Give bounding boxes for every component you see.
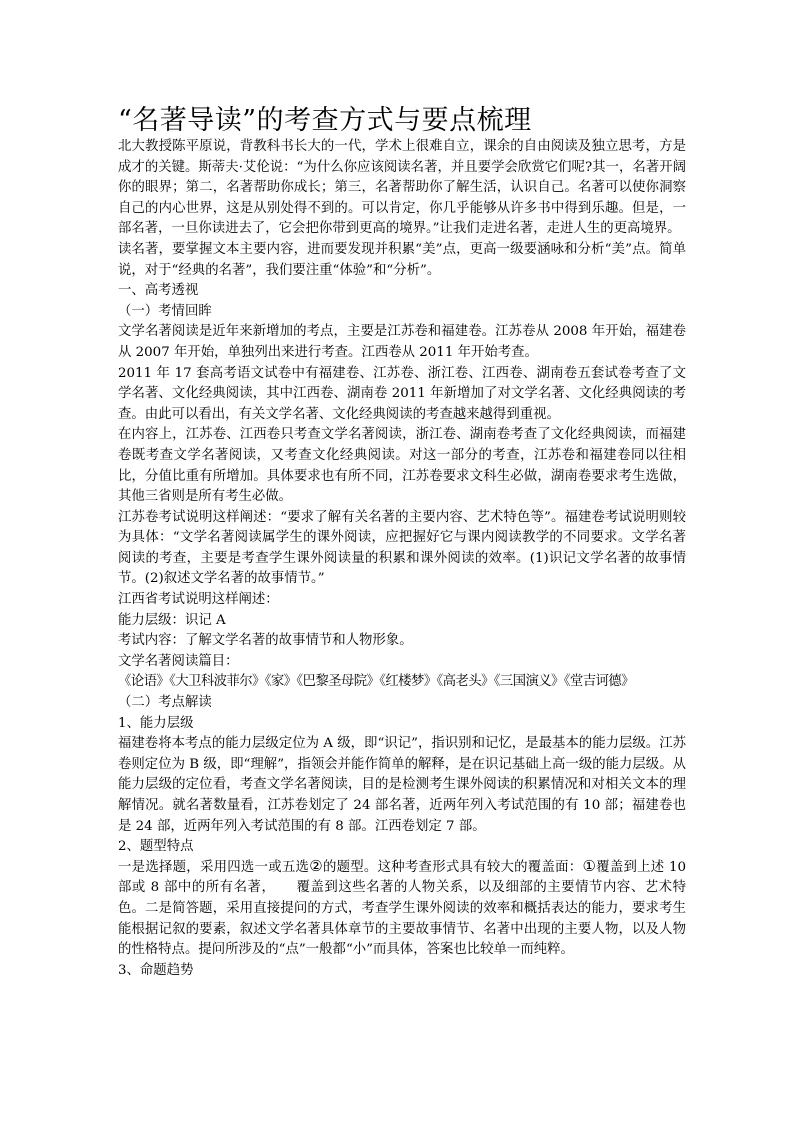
- question-type-text: 覆盖到上述 10 部或 8 部中的所有名著，: [118, 859, 687, 896]
- question-type-text: 的题型。这种考查形式具有较大的覆盖面：: [322, 859, 583, 875]
- section-heading: 一、高考透视: [118, 283, 199, 299]
- reading-paragraph: 读名著，要掌握文本主要内容，进而要发现并积累“美”点，更高一级要涵咏和分析“美”点。简单说，对于“经典的名著”，我们要注重“体验”和“分析”。: [118, 241, 686, 278]
- subsection-heading: （一）考情回眸: [118, 303, 212, 319]
- exam-content-paragraph: 在内容上，江苏卷、江西卷只考查文学名著阅读，浙江卷、湖南卷考查了文化经典阅读，而福建卷既考查文学名著阅读，又考查文化经典阅读。对这一部分的考查，江苏卷和福建卷同以往相比，分值比重有所增加。具体要求也有所不同，江苏卷要求文科生必做，湖南卷要求考生选做，其他三省则是所有考生必做。: [118, 427, 686, 505]
- item-heading: 2、题型特点: [118, 839, 194, 855]
- ability-level-line: 能力层级：识记 A: [118, 612, 226, 628]
- reading-list: 《论语》《大卫科波菲尔》《家》《巴黎圣母院》《红楼梦》《高老头》《三国演义》《堂吉诃德》: [118, 674, 634, 690]
- exam-2011-paragraph: 2011 年 17 套高考语文试卷中有福建卷、江苏卷、浙江卷、江西卷、湖南卷五套试卷考查了文学名著、文化经典阅读，其中江西卷、湖南卷 2011 年新增加了对文学名著、文化经典阅读的考查。由此可以看出，有关文学名著、文化经典阅读的考查越来越得到重视。: [118, 365, 686, 422]
- question-type-paragraph: [118, 858, 686, 961]
- document-body: [118, 137, 686, 981]
- reading-list-label: 文学名著阅读篇目：: [118, 653, 239, 669]
- item-heading: 1、能力层级: [118, 715, 194, 731]
- exam-overview-paragraph: 文学名著阅读是近年来新增加的考点，主要是江苏卷和福建卷。江苏卷从 2008 年开始，福建卷从 2007 年开始，单独列出来进行考查。江西卷从 2011 年开始考查。: [118, 324, 686, 360]
- circled-two-mark: ②: [309, 856, 323, 875]
- subsection-heading: （二）考点解读: [118, 695, 212, 711]
- jiangxi-paragraph: 江西省考试说明这样阐述：: [118, 592, 279, 608]
- circled-one-mark: ①: [582, 856, 596, 875]
- question-type-text: 一是选择题，采用四选一或五选: [118, 859, 310, 875]
- item-heading: 3、命题趋势: [118, 962, 194, 978]
- ability-paragraph: 福建卷将本考点的能力层级定位为 A 级，即“识记”，指识别和记忆，是最基本的能力层级。江苏卷则定位为 B 级，即“理解”，指领会并能作简单的解释，是在识记基础上高一级的能力层级。从能力层级的定位看，考查文学名著阅读，目的是检测考生课外阅读的积累情况和对相关文本的理解情况。就名著数量看，江苏卷划定了 24 部名著，近两年列入考试范围的有 10 部；福建卷也是 24 部，近两年列入考试范围的有 8 部。江西卷划定 7 部。: [118, 736, 686, 834]
- jiangsu-paragraph: 江苏卷考试说明这样阐述：“要求了解有关名著的主要内容、艺术特色等”。福建卷考试说明则较为具体：“文学名著阅读属学生的课外阅读，应把握好它与课内阅读教学的不同要求。文学名著阅读的考查，主要是考查学生课外阅读量的积累和课外阅读的效率。(1)识记文学名著的故事情节。(2)叙述文学名著的故事情节。”: [118, 509, 686, 587]
- exam-content-line: 考试内容：了解文学名著的故事情节和人物形象。: [118, 633, 413, 649]
- question-type-text: 覆盖到这些名著的人物关系，以及细部的主要情节内容、艺术特色。二是简答题，采用直接提问的方式，考查学生课外阅读的效率和概括表达的能力，要求考生能根据记叙的要素，叙述文学名著具体章节的主要故事情节、名著中出现的主要人物，以及人物的性格特点。提问所涉及的“点”一般都“小”而具体，答案也比较单一而纯粹。: [118, 880, 686, 958]
- intro-paragraph: 北大教授陈平原说，背教科书长大的一代，学术上很难自立，课余的自由阅读及独立思考，方是成才的关键。斯蒂夫·艾伦说：“为什么你应该阅读名著，并且要学会欣赏它们呢?其一，名著开阔你的眼界；第二，名著帮助你成长；第三，名著帮助你了解生活，认识自己。名著可以使你洞察自己的内心世界，这是从别处得不到的。可以肯定，你几乎能够从许多书中得到乐趣。但是，一部名著，一旦你读进去了，它会把你带到更高的境界。”让我们走进名著，走进人生的更高境界。: [118, 139, 686, 237]
- document-title: “名著导读”的考查方式与要点梳理: [118, 105, 532, 136]
